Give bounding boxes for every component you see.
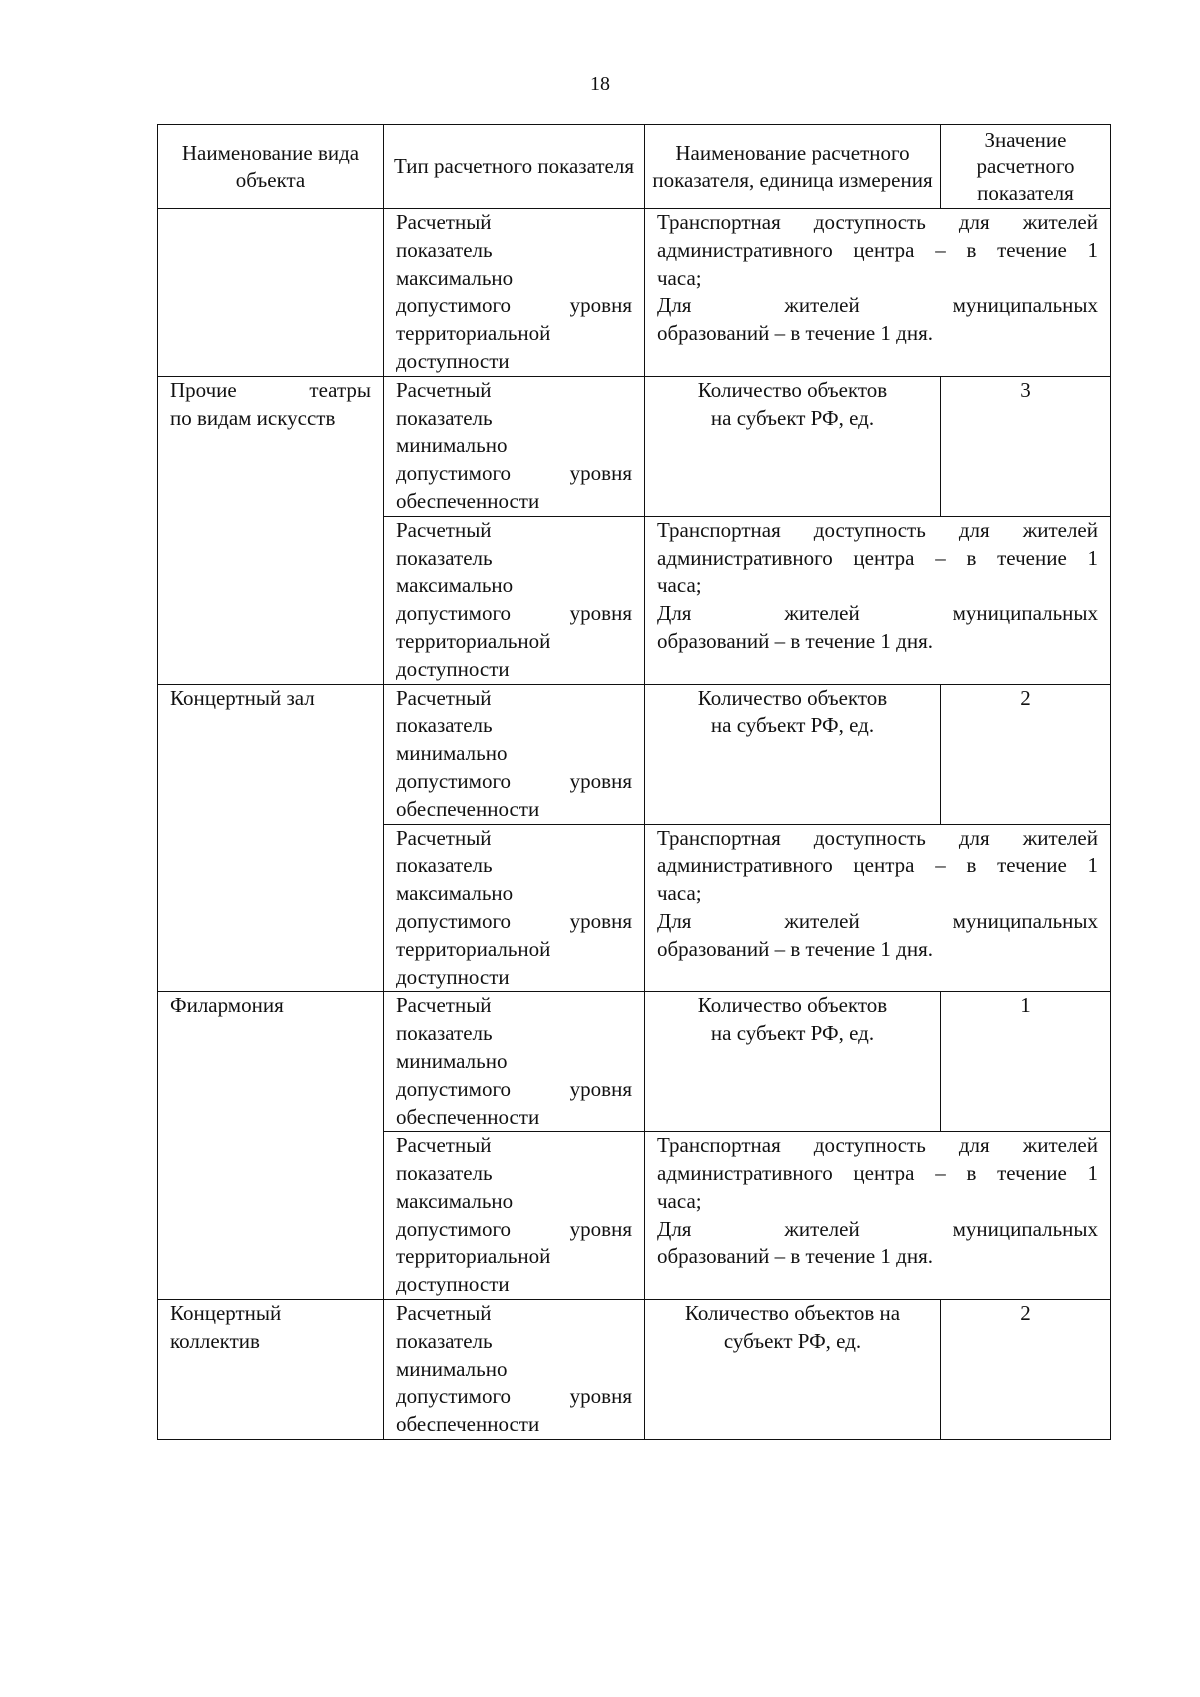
header-indicator-value: Значение расчетного показателя [941,125,1111,209]
indicator-type-cell: Расчетный показатель минимально допустимого уровня обеспеченности [384,376,645,516]
indicator-type-cell: Расчетный показатель максимально допустимого уровня территориальной доступности [384,824,645,992]
accessibility-text-cell: Транспортная доступность для жителей административного центра – в течение 1 часа; Для жителей муниципальных образований – в течение 1 дня. [645,209,1111,377]
norms-table [157,124,1111,1440]
indicator-type-cell: Расчетный показатель минимально допустимого уровня обеспеченности [384,992,645,1132]
header-indicator-name: Наименование расчетного показателя, единица измерения [645,125,941,209]
table-row [158,376,1111,516]
page-number: 18 [590,73,610,95]
accessibility-text-cell: Транспортная доступность для жителей административного центра – в течение 1 часа; Для жителей муниципальных образований – в течение 1 дня. [645,516,1111,684]
table-row [158,684,1111,824]
indicator-value-cell: 1 [941,992,1111,1132]
indicator-value-cell: 3 [941,376,1111,516]
table-header-row [158,125,1111,209]
header-indicator-type: Тип расчетного показателя [384,125,645,209]
header-object-type: Наименование вида объекта [158,125,384,209]
object-name-cell: Прочие театры по видам искусств [158,376,384,684]
object-name-cell [158,209,384,377]
indicator-value-cell: 2 [941,1300,1111,1440]
indicator-value-cell: 2 [941,684,1111,824]
accessibility-text-cell: Транспортная доступность для жителей административного центра – в течение 1 часа; Для жителей муниципальных образований – в течение 1 дня. [645,824,1111,992]
indicator-name-cell: Количество объектов на субъект РФ, ед. [645,1300,941,1440]
object-name-cell: Концертный коллектив [158,1300,384,1440]
indicator-type-cell: Расчетный показатель максимально допустимого уровня территориальной доступности [384,1132,645,1300]
table-row [158,209,1111,377]
indicator-name-cell: Количество объектов на субъект РФ, ед. [645,684,941,824]
indicator-name-cell: Количество объектов на субъект РФ, ед. [645,992,941,1132]
table-row [158,1300,1111,1440]
indicator-type-cell: Расчетный показатель минимально допустимого уровня обеспеченности [384,1300,645,1440]
indicator-type-cell: Расчетный показатель максимально допустимого уровня территориальной доступности [384,516,645,684]
object-name-cell: Концертный зал [158,684,384,992]
object-name-cell: Филармония [158,992,384,1300]
table-row [158,992,1111,1132]
indicator-type-cell: Расчетный показатель максимально допустимого уровня территориальной доступности [384,209,645,377]
accessibility-text-cell: Транспортная доступность для жителей административного центра – в течение 1 часа; Для жителей муниципальных образований – в течение 1 дня. [645,1132,1111,1300]
indicator-name-cell: Количество объектов на субъект РФ, ед. [645,376,941,516]
indicator-type-cell: Расчетный показатель минимально допустимого уровня обеспеченности [384,684,645,824]
